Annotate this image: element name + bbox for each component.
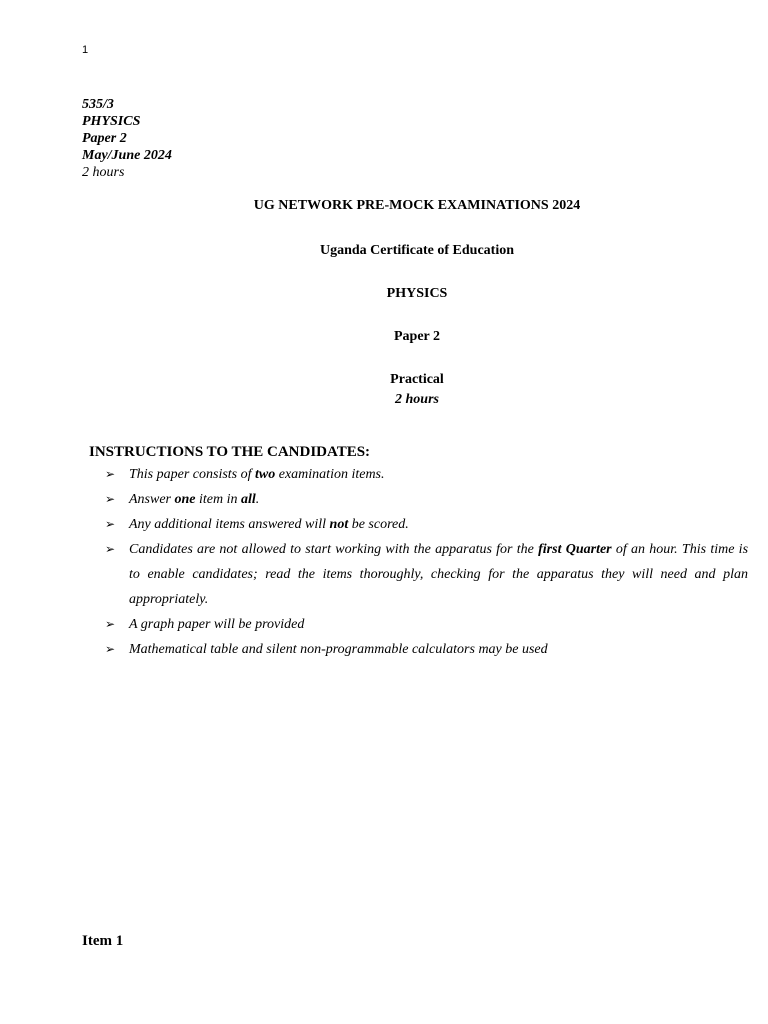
item-heading: Item 1 (82, 933, 124, 949)
paper-number: Paper 2 (82, 131, 127, 146)
instruction-emphasis: not (329, 517, 349, 532)
instruction-text: Mathematical table and silent non-programmable calculators may be used (129, 642, 548, 657)
paper-subject: PHYSICS (82, 114, 141, 129)
instruction-item (105, 637, 748, 662)
paper-duration: 2 hours (82, 165, 125, 180)
instruction-item (105, 487, 748, 512)
paper-type: Practical (390, 372, 444, 387)
arrowhead-bullet-icon: ➢ (105, 517, 116, 531)
instruction-emphasis: two (255, 467, 276, 482)
instruction-item (105, 462, 748, 487)
instruction-emphasis: one (174, 492, 196, 507)
instruction-item (105, 537, 748, 612)
instruction-text: examination items. (275, 467, 385, 482)
instruction-emphasis: first Quarter (538, 542, 612, 557)
paper-code: 535/3 (82, 97, 114, 112)
arrowhead-bullet-icon: ➢ (105, 642, 116, 656)
instruction-text: Candidates are not allowed to start working with the apparatus for the (129, 542, 539, 557)
instruction-text: Answer (129, 492, 175, 507)
instruction-text: item in (195, 492, 241, 507)
arrowhead-bullet-icon: ➢ (105, 492, 116, 506)
subject-title: PHYSICS (386, 286, 448, 301)
instruction-text: A graph paper will be provided (129, 617, 305, 632)
paper-session: May/June 2024 (82, 148, 172, 163)
instruction-text: This paper consists of (129, 467, 256, 482)
instruction-text: Any additional items answered will (129, 517, 330, 532)
page-number: 1 (82, 44, 89, 56)
instruction-item (105, 512, 748, 537)
instruction-text: . (255, 492, 260, 507)
exam-duration: 2 hours (395, 392, 439, 407)
paper-header (82, 96, 172, 181)
exam-name: UG NETWORK PRE-MOCK EXAMINATIONS 2024 (253, 198, 581, 213)
certificate-title: Uganda Certificate of Education (319, 243, 515, 258)
instructions-list (105, 462, 748, 662)
arrowhead-bullet-icon: ➢ (105, 617, 116, 631)
instruction-emphasis: all (241, 492, 256, 507)
arrowhead-bullet-icon: ➢ (105, 542, 116, 556)
instruction-text: of an hour. This time is to enable candidates; read the items thoroughly, checking for the apparatus they will need and plan appropriately. (129, 542, 749, 607)
paper-title: Paper 2 (393, 329, 440, 344)
instruction-text: be scored. (348, 517, 409, 532)
instructions-heading: INSTRUCTIONS TO THE CANDIDATES: (89, 444, 371, 460)
arrowhead-bullet-icon: ➢ (105, 467, 116, 481)
instruction-item (105, 612, 748, 637)
